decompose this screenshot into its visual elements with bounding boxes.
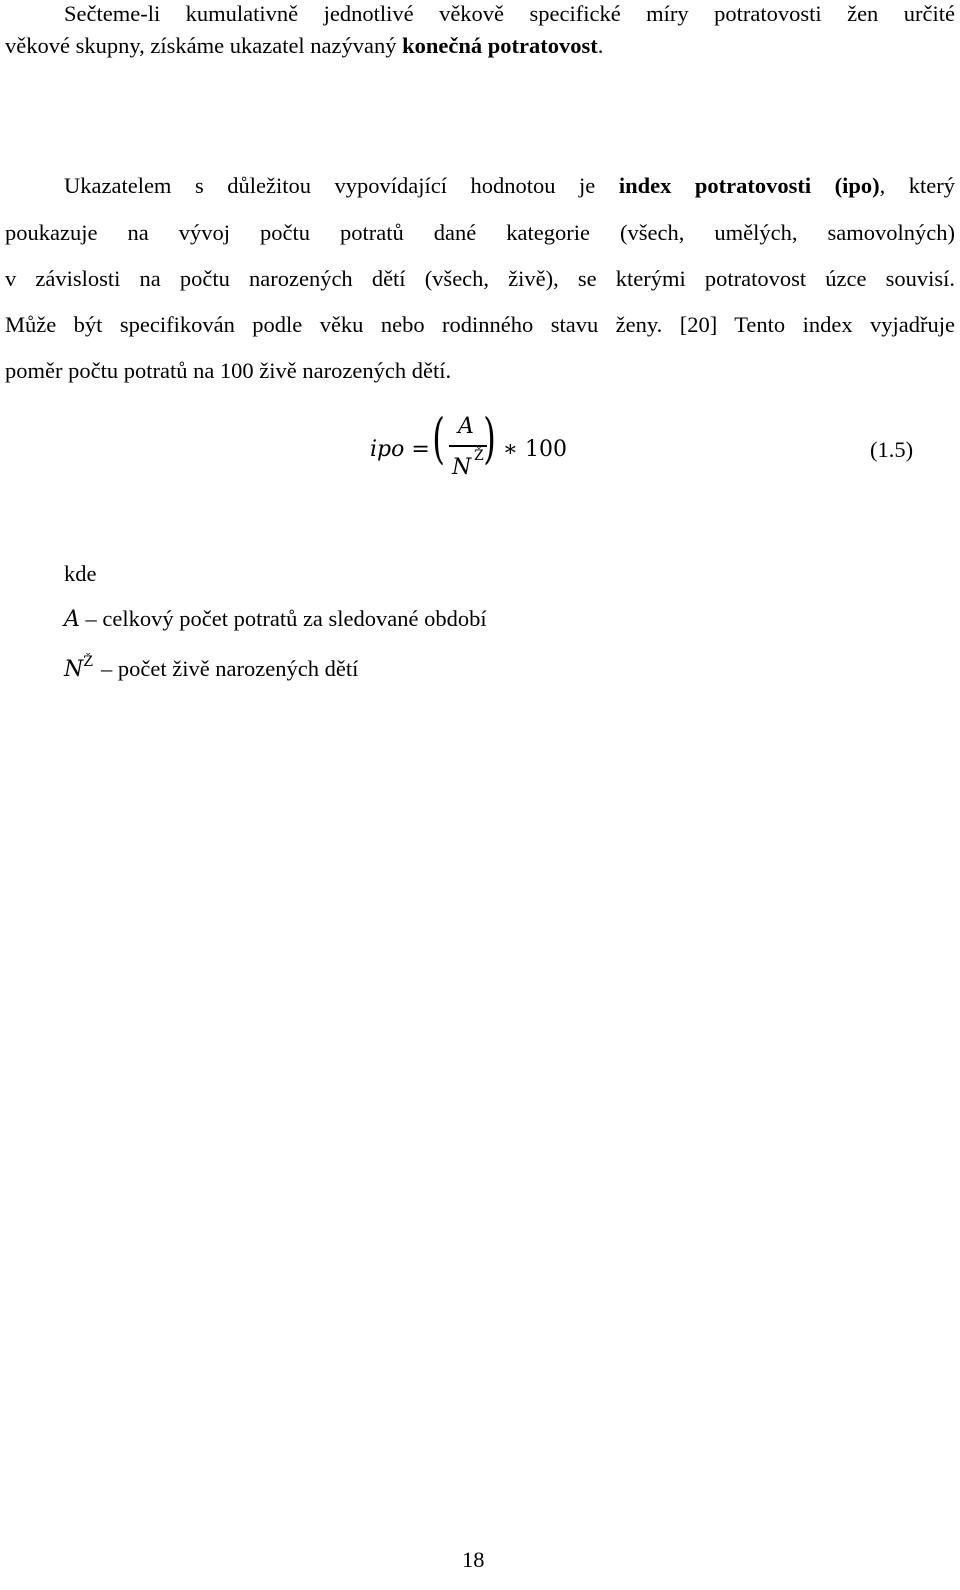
equation-numerator: A <box>458 414 474 439</box>
term-index-potratovosti: index potratovosti (ipo) <box>618 173 880 198</box>
paragraph-1-line-2 <box>5 35 603 58</box>
term-konecna-potratovost: konečná potratovost <box>402 33 598 58</box>
definition-a <box>64 608 487 631</box>
definition-n-text: – počet živě narozených dětí <box>100 656 359 681</box>
equation-paren-right: ) <box>483 407 496 470</box>
paragraph-1-line-2-text: věkové skupny, získáme ukazatel nazývaný <box>5 33 403 58</box>
definition-a-text: – celkový počet potratů za sledované období <box>85 606 487 631</box>
paragraph-2-line-1-text: Ukazatelem s důležitou vypovídající hodnotou je <box>64 173 619 198</box>
definition-n-superscript: Ž <box>83 654 93 670</box>
definitions-intro: kde <box>64 561 97 586</box>
equation-lhs: ipo = <box>370 437 430 462</box>
equation-denominator: N <box>452 455 472 480</box>
equation-paren-left: ( <box>432 407 445 470</box>
definition-a-symbol: A <box>64 607 80 632</box>
paragraph-1-line-2-end: . <box>597 33 604 58</box>
equation-number: (1.5) <box>870 437 914 462</box>
equation-1-5 <box>0 407 960 490</box>
page-number: 18 <box>462 1547 485 1572</box>
paragraph-2-line-3: v závislosti na počtu narozených dětí (všech, živě), se kterými potratovost úzce souvisí. <box>5 266 955 291</box>
paragraph-2-line-2: poukazuje na vývoj počtu potratů dané kategorie (všech, umělých, samovolných) <box>5 220 955 245</box>
equation-denominator-superscript: Ž <box>474 448 484 464</box>
paragraph-2-line-5: poměr počtu potratů na 100 živě narozených dětí. <box>5 358 452 383</box>
paragraph-2-line-4: Může být specifikován podle věku nebo rodinného stavu ženy. [20] Tento index vyjadřuje <box>5 312 955 337</box>
paragraph-2-line-1 <box>64 175 955 198</box>
definition-n <box>64 654 359 682</box>
definition-n-symbol: N <box>64 657 84 682</box>
equation-rhs: ∗ 100 <box>503 437 567 462</box>
paragraph-1-line-1: Sečteme-li kumulativně jednotlivé věkově specifické míry potratovosti žen určité <box>64 1 955 26</box>
fraction-bar <box>449 445 487 447</box>
paragraph-2-line-1-end: , který <box>879 173 956 198</box>
